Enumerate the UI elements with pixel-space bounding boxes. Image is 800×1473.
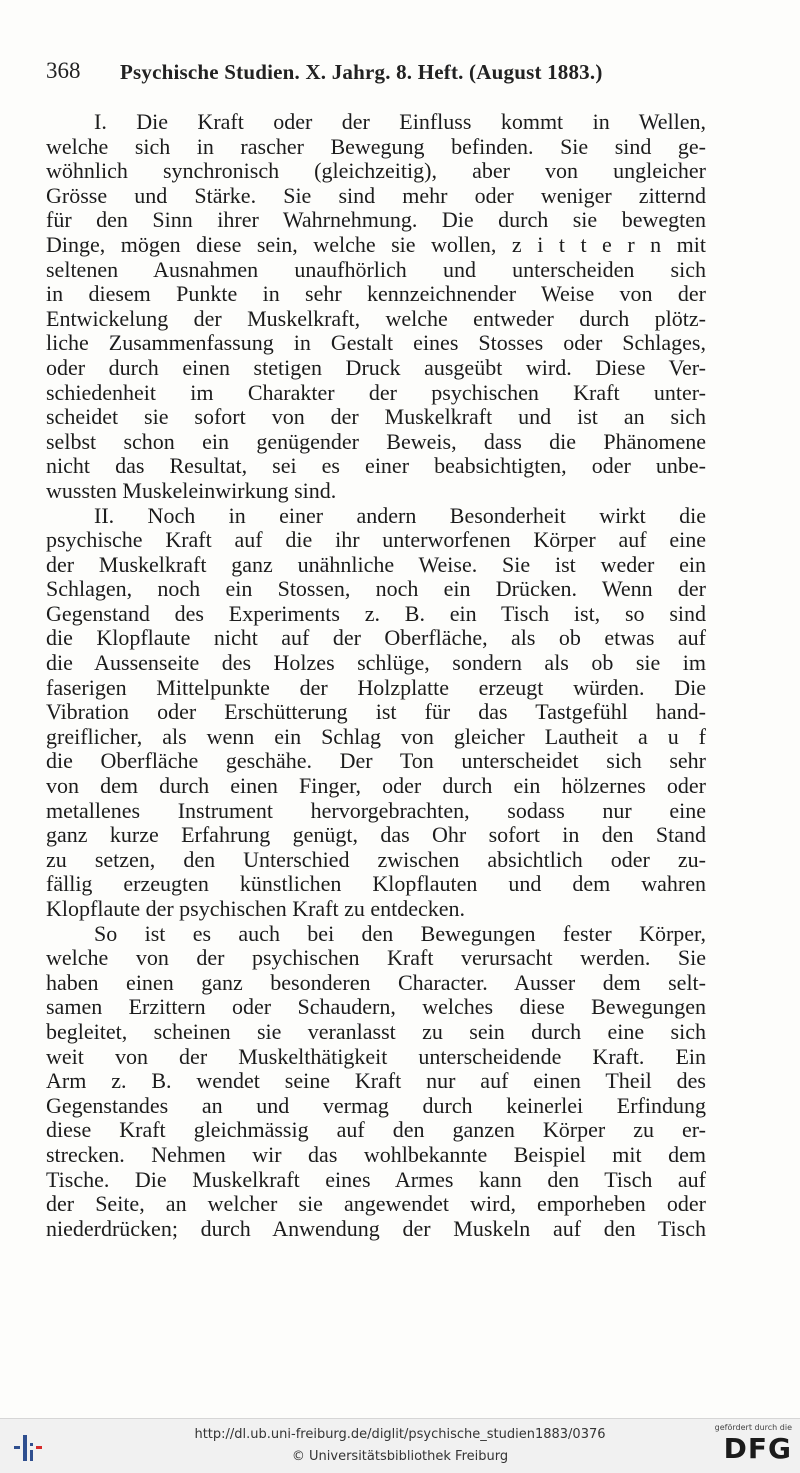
text-line: oder durch einen stetigen Druck ausgeübt wird. Diese Ver- — [46, 354, 706, 380]
text-line: haben einen ganz besonderen Character. Ausser dem selt- — [46, 969, 706, 995]
text-line: welche sich in rascher Bewegung befinden. Sie sind ge- — [46, 133, 706, 159]
text-line: liche Zusammenfassung in Gestalt eines Stosses oder Schlages, — [46, 330, 706, 356]
text-line: die Klopflaute nicht auf der Oberfläche, als ob etwas auf — [46, 625, 706, 651]
text-line: niederdrücken; durch Anwendung der Muskeln auf den Tisch — [46, 1215, 706, 1241]
text-line: für den Sinn ihrer Wahrnehmung. Die durch sie bewegten — [46, 207, 706, 233]
text-line: ganz kurze Erfahrung genügt, das Ohr sofort in den Stand — [46, 822, 706, 848]
text-line: Entwickelung der Muskelkraft, welche entweder durch plötz- — [46, 305, 706, 331]
text-line: nicht das Resultat, sei es einer beabsichtigten, oder unbe- — [46, 453, 706, 479]
running-title: Psychische Studien. X. Jahrg. 8. Heft. (August 1883.) — [120, 60, 603, 84]
text-line: seltenen Ausnahmen unaufhörlich und unterscheiden sich — [46, 256, 706, 282]
text-line: welche von der psychischen Kraft verursacht werden. Sie — [46, 945, 706, 971]
text-line: faserigen Mittelpunkte der Holzplatte erzeugt würden. Die — [46, 674, 706, 700]
text-line: fällig erzeugten künstlichen Klopflauten und dem wahren — [46, 871, 706, 897]
page-header — [46, 58, 706, 88]
text-line: Tische. Die Muskelkraft eines Armes kann den Tisch auf — [46, 1166, 706, 1192]
permalink-url[interactable]: http://dl.ub.uni-freiburg.de/diglit/psychische_studien1883/0376 — [194, 1427, 606, 1442]
text-line: Klopflaute der psychischen Kraft zu entdecken. — [46, 896, 466, 921]
text-line: Schlagen, noch ein Stossen, noch ein Drücken. Wenn der — [46, 576, 706, 602]
page-number: 368 — [46, 58, 81, 83]
text-line: Vibration oder Erschütterung ist für das Tastgefühl hand- — [46, 699, 706, 725]
text-line: von dem durch einen Finger, oder durch ein hölzernes oder — [46, 773, 706, 799]
text-line: strecken. Nehmen wir das wohlbekannte Beispiel mit dem — [46, 1141, 706, 1167]
text-line: die Oberfläche geschähe. Der Ton unterscheidet sich sehr — [46, 748, 706, 774]
text-line: selbst schon ein genügender Beweis, dass die Phänomene — [46, 428, 706, 454]
text-line: samen Erzittern oder Schaudern, welches diese Bewegungen — [46, 994, 706, 1020]
text-line: psychische Kraft auf die ihr unterworfenen Körper auf eine — [46, 527, 706, 553]
dfg-caption: gefördert durch die — [714, 1423, 792, 1432]
text-line: Gegenstandes an und vermag durch keinerlei Erfindung — [46, 1092, 706, 1118]
text-line: diese Kraft gleichmässig auf den ganzen Körper zu er- — [46, 1117, 706, 1143]
text-line: die Aussenseite des Holzes schlüge, sondern als ob sie im — [46, 650, 706, 676]
text-line: II. Noch in einer andern Besonderheit wirkt die — [94, 502, 706, 528]
text-line: I. Die Kraft oder der Einfluss kommt in Wellen, — [94, 109, 706, 134]
text-line: in diesem Punkte in sehr kennzeichnender Weise von der — [46, 281, 706, 307]
copyright-notice: © Universitätsbibliothek Freiburg — [291, 1449, 509, 1464]
text-line: Dinge, mögen diese sein, welche sie wollen, z i t t e r n mit — [46, 231, 706, 257]
dfg-logo — [708, 1423, 792, 1469]
text-line: zu setzen, den Unterschied zwischen absichtlich oder zu- — [46, 846, 706, 872]
text-line: der Seite, an welcher sie angewendet wird, emporheben oder — [46, 1191, 706, 1217]
text-line: scheidet sie sofort von der Muskelkraft und ist an sich — [46, 404, 706, 430]
footer-bar — [0, 1418, 800, 1473]
text-line: wussten Muskeleinwirkung sind. — [46, 477, 337, 503]
text-line: wöhnlich synchronisch (gleichzeitig), aber von ungleicher — [46, 158, 706, 184]
text-line: weit von der Muskelthätigkeit unterscheidende Kraft. Ein — [46, 1043, 706, 1069]
text-line: Grösse und Stärke. Sie sind mehr oder weniger zitternd — [46, 182, 706, 208]
text-line: Arm z. B. wendet seine Kraft nur auf einen Theil des — [46, 1068, 706, 1094]
text-line: der Muskelkraft ganz unähnliche Weise. Sie ist weder ein — [46, 551, 706, 577]
dfg-mark: DFG — [723, 1432, 792, 1465]
text-line: metallenes Instrument hervorgebrachten, sodass nur eine — [46, 797, 706, 823]
text-line: schiedenheit im Charakter der psychischen Kraft unter- — [46, 379, 706, 405]
text-line: So ist es auch bei den Bewegungen fester Körper, — [94, 920, 706, 946]
text-line: Gegenstand des Experiments z. B. ein Tisch ist, so sind — [46, 600, 706, 626]
body-text — [46, 110, 706, 1241]
text-line: begleitet, scheinen sie veranlasst zu sein durch eine sich — [46, 1018, 706, 1044]
text-line: greiflicher, als wenn ein Schlag von gleicher Lautheit a u f — [46, 723, 706, 749]
